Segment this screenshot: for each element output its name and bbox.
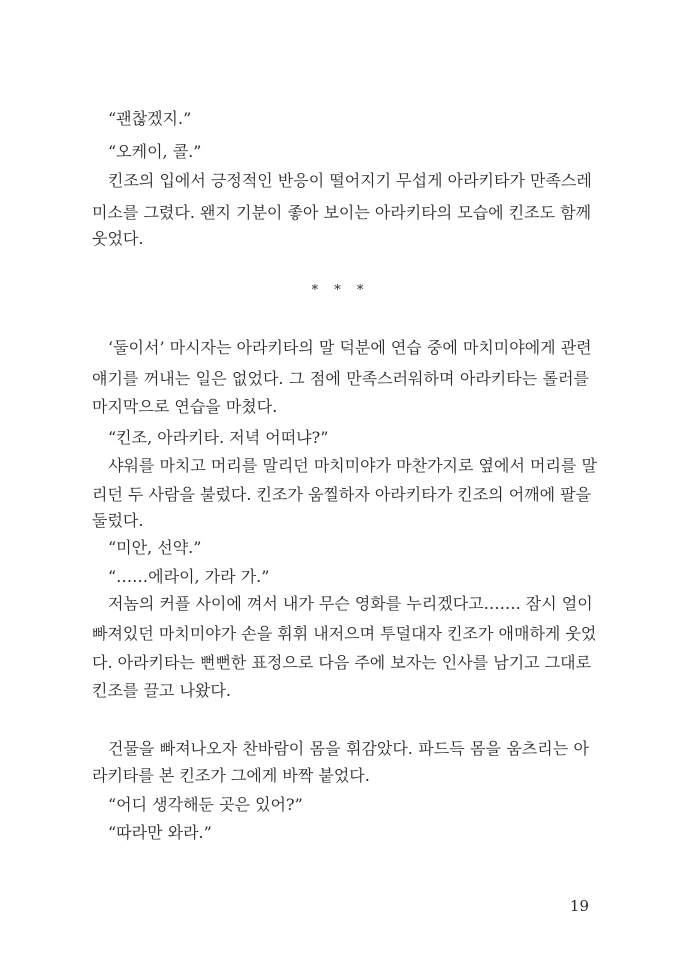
text-line: 저놈의 커플 사이에 껴서 내가 무슨 영화를 누리겠다고……. 잠시 얼이 [108,594,593,613]
text-line: 라키타를 본 킨조가 그에게 바짝 붙었다. [92,766,370,785]
text-line: 웃었다. [92,229,144,248]
text-line: “킨조, 아라키타. 저녁 어떠냐?” [108,428,329,447]
text-line: 둘렀다. [92,511,144,530]
text-line: “……에라이, 가라 가.” [108,567,270,586]
text-line: 마지막으로 연습을 마쳤다. [92,397,278,416]
text-line: “괜찮겠지.” [108,109,192,128]
text-line: 킨조를 끌고 나왔다. [92,681,231,700]
text-line: “오케이, 콜.” [108,142,202,161]
text-line: ‘둘이서’ 마시자는 아라키타의 말 덕분에 연습 중에 마치미야에게 관련 [108,338,592,357]
text-line: “따라만 와라.” [108,823,212,842]
text-line: 다. 아라키타는 뻔뻔한 표정으로 다음 주에 보자는 인사를 남기고 그대로 [92,653,592,672]
text-line: “미안, 선약.” [108,538,202,557]
text-line: 건물을 빠져나오자 찬바람이 몸을 휘감았다. 파드득 몸을 움츠리는 아 [108,739,589,758]
text-line: 빠져있던 마치미야가 손을 휘휘 내저으며 투덜대자 킨조가 애매하게 웃었 [92,624,597,643]
text-line: “어디 생각해둔 곳은 있어?” [108,795,303,814]
text-line: 미소를 그렸다. 왠지 기분이 좋아 보이는 아라키타의 모습에 킨조도 함께 [92,203,592,222]
page-number: 19 [569,897,589,915]
text-line: 리던 두 사람을 불렀다. 킨조가 움찔하자 아라키타가 킨조의 어깨에 팔을 [92,485,592,504]
section-divider: * * * [311,283,370,298]
text-line: 샤워를 마치고 머리를 말리던 마치미야가 마찬가지로 옆에서 머리를 말 [108,456,597,475]
text-line: 얘기를 꺼내는 일은 없었다. 그 점에 만족스러워하며 아라키타는 롤러를 [92,369,589,388]
text-line: 킨조의 입에서 긍정적인 반응이 떨어지기 무섭게 아라키타가 만족스레 [108,171,592,190]
